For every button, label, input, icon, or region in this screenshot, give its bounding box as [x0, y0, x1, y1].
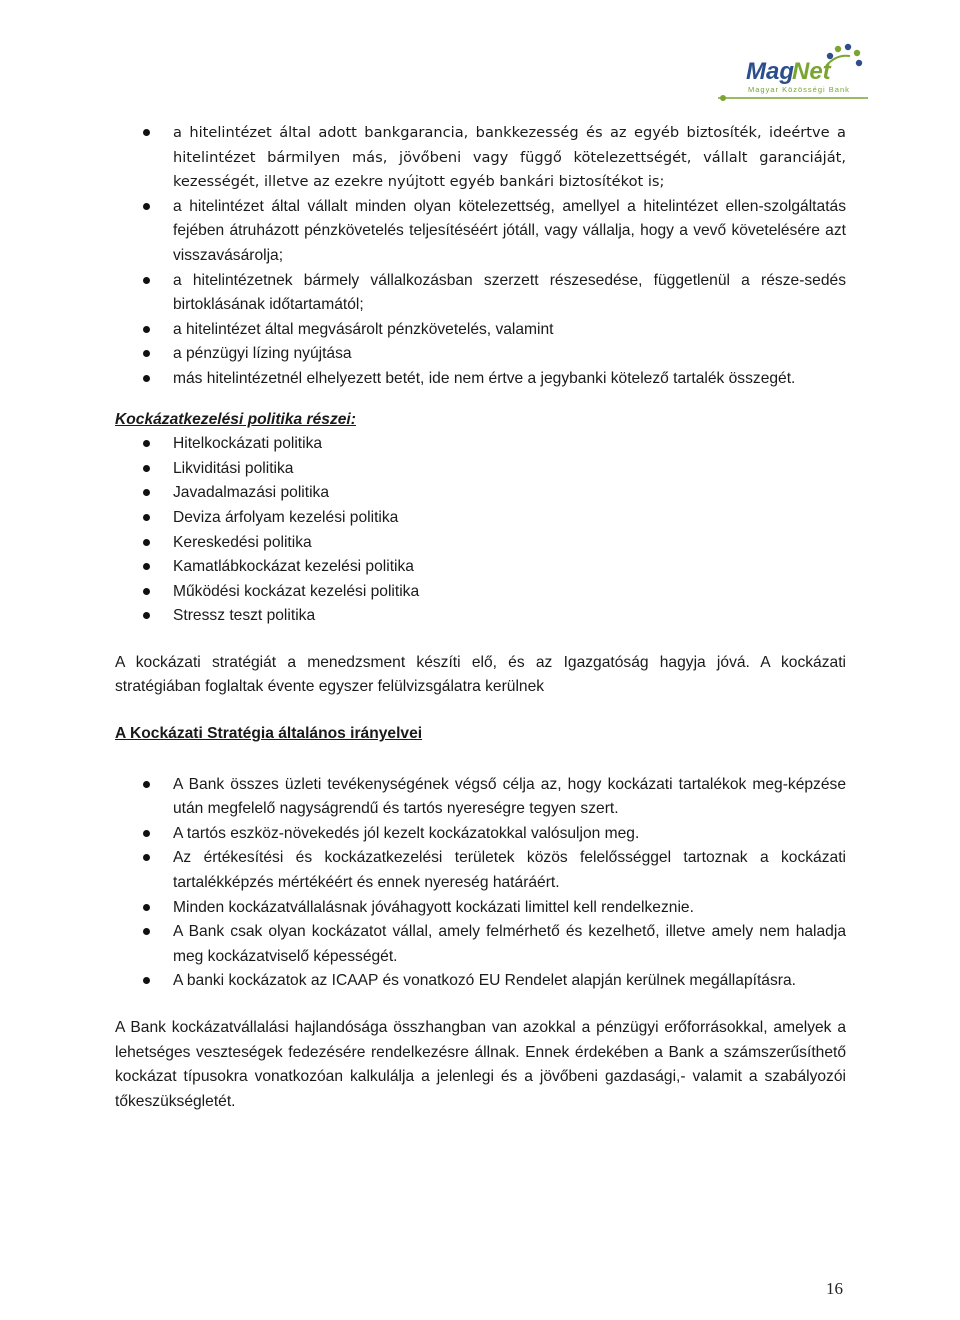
list-item: Javadalmazási politika	[115, 481, 846, 506]
document-body	[115, 121, 846, 1114]
list-item: A banki kockázatok az ICAAP és vonatkozó EU Rendelet alapján kerülnek megállapításra.	[115, 969, 846, 994]
logo-dot-3	[845, 44, 851, 50]
magnet-logo-graphic	[718, 40, 868, 106]
policy-parts-heading: Kockázatkezelési politika részei:	[115, 410, 356, 428]
strategy-paragraph: A kockázati stratégiát a menedzsment készíti elő, és az Igazgatóság hagyja jóvá. A kockázati stratégiában foglaltak évente egyszer felülvizsgálatra kerülnek	[115, 653, 846, 696]
list-item: a hitelintézet által adott bankgarancia, bankkezesség és az egyéb biztosíték, ideértve a hitelintézet bármilyen más, jövőbeni vagy függő kötelezettségét, vállalt garanciáját, kezességét, illetve az ezekre nyújtott egyéb bankári biztosítékot is;	[115, 121, 846, 195]
list-item: A tartós eszköz-növekedés jól kezelt kockázatokkal valósuljon meg.	[115, 822, 846, 847]
risk-appetite-paragraph: A Bank kockázatvállalási hajlandósága összhangban van azokkal a pénzügyi erőforrásokkal, amelyek a lehetséges veszteségek fedezésére rendelkezésre állnak. Ennek érdekében a Bank a számszerűsíthető kockázat típusokra vonatkozóan kalkulálja a jelenlegi és a jövőbeni gazdasági,- valamit a szabályozói tőkeszükségletét.	[115, 1019, 846, 1110]
logo-tagline: Magyar Közösségi Bank	[748, 85, 850, 94]
magnet-logo	[718, 40, 868, 106]
list-item: a hitelintézet által megvásárolt pénzkövetelés, valamint	[115, 318, 846, 343]
list-item: Hitelkockázati politika	[115, 432, 846, 457]
list-item: A Bank csak olyan kockázatot vállal, amely felmérhető és kezelhető, illetve amely nem haladja meg kockázatviselő képességét.	[115, 920, 846, 969]
guidelines-heading: A Kockázati Stratégia általános irányelvei	[115, 725, 423, 743]
list-item: Az értékesítési és kockázatkezelési területek közös felelősséggel tartoznak a kockázati tartalékképzés mértékéért és ennek nyereség határáért.	[115, 846, 846, 895]
svg-text:Net: Net	[792, 58, 831, 85]
list-item: Deviza árfolyam kezelési politika	[115, 506, 846, 531]
logo-dot-4	[854, 50, 860, 56]
svg-text:Mag: Mag	[746, 58, 794, 85]
list-item: a hitelintézetnek bármely vállalkozásban szerzett részesedése, függetlenül a része-sedés birtoklásának időtartamától;	[115, 269, 846, 318]
list-item: Minden kockázatvállalásnak jóváhagyott kockázati limittel kell rendelkeznie.	[115, 896, 846, 921]
list-item: Stressz teszt politika	[115, 604, 846, 629]
logo-dot-5	[856, 60, 862, 66]
list-item: Kereskedési politika	[115, 531, 846, 556]
header-rule-dot	[720, 95, 726, 101]
list-item: Likviditási politika	[115, 457, 846, 482]
list-item: a pénzügyi lízing nyújtása	[115, 342, 846, 367]
policy-list	[115, 432, 846, 629]
asset-list	[115, 121, 846, 392]
list-item: A Bank összes üzleti tevékenységének végső célja az, hogy kockázati tartalékok meg-képzése után megfelelő nagyságrendű és tartós nyereségre tegyen szert.	[115, 773, 846, 822]
page-number: 16	[826, 1279, 843, 1298]
logo-dot-2	[835, 46, 841, 52]
list-item: Kamatlábkockázat kezelési politika	[115, 555, 846, 580]
guidelines-list	[115, 773, 846, 994]
list-item: Működési kockázat kezelési politika	[115, 580, 846, 605]
list-item: más hitelintézetnél elhelyezett betét, ide nem értve a jegybanki kötelező tartalék összegét.	[115, 367, 846, 392]
list-item: a hitelintézet által vállalt minden olyan kötelezettség, amellyel a hitelintézet ellen-szolgáltatás fejében átruházott pénzkövetelés teljesítéséért jótáll, vagy vállalja, hogy a vevő követelésére azt visszavásárolja;	[115, 195, 846, 269]
